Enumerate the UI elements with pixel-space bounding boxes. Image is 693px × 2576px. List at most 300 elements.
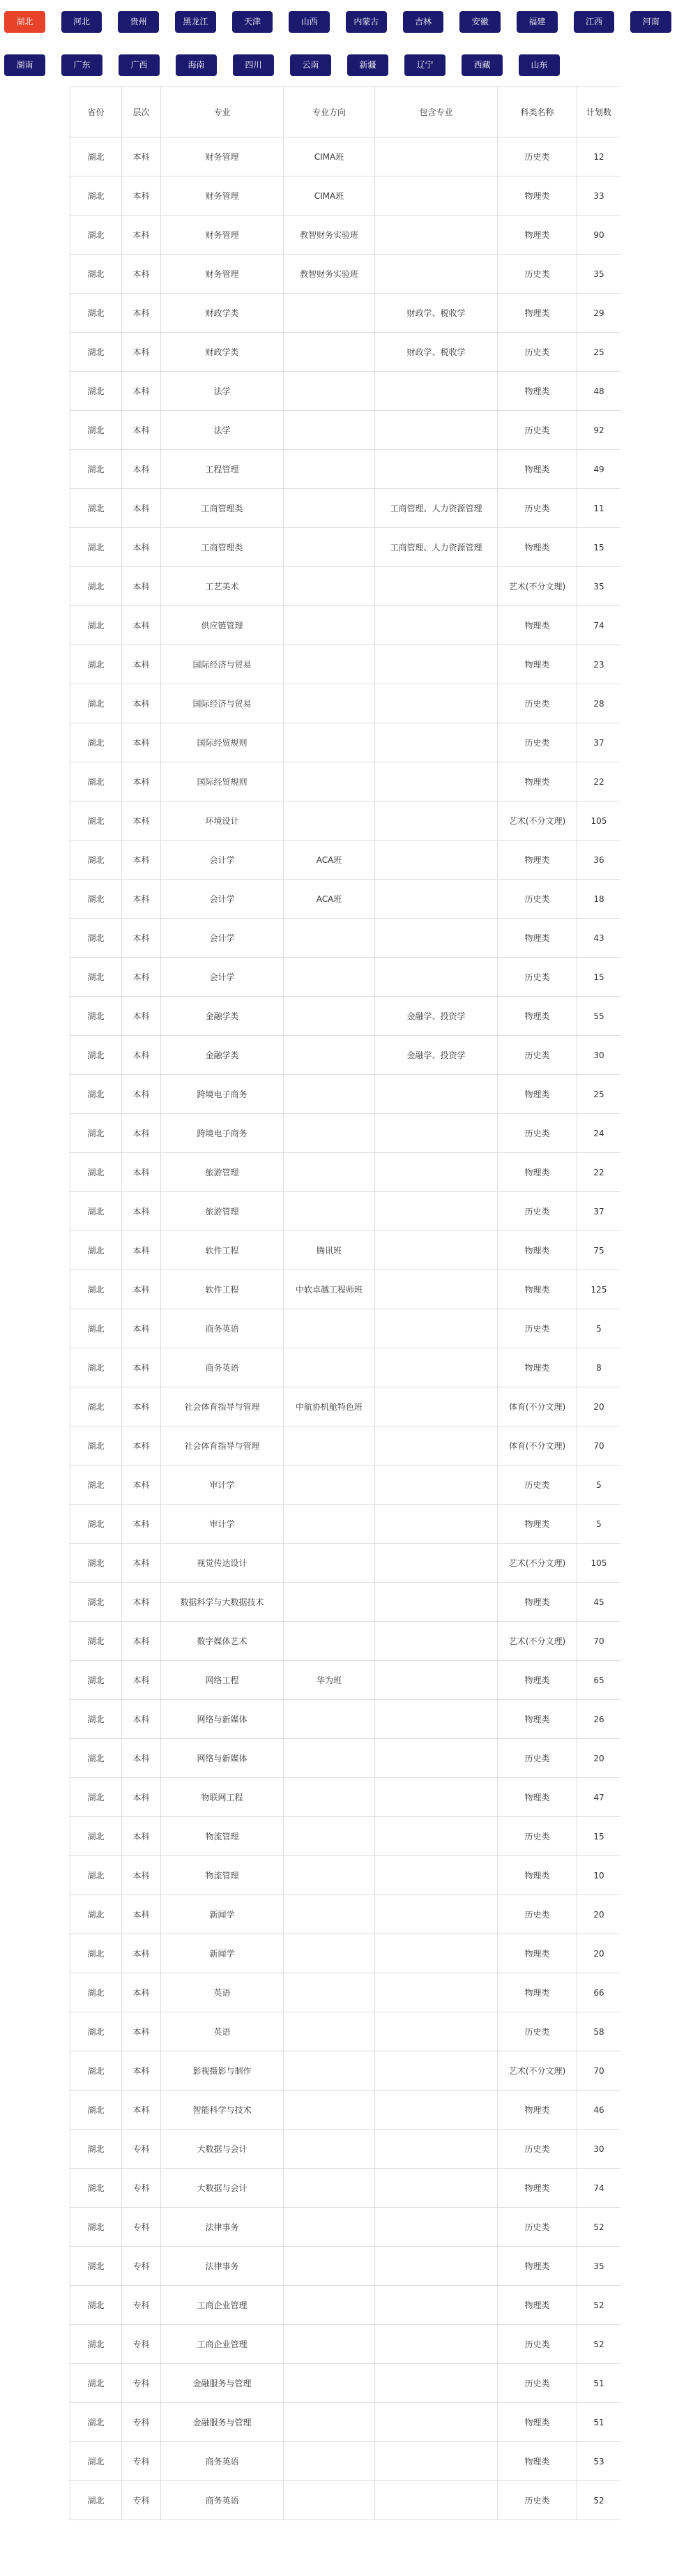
cell-province: 湖北 xyxy=(70,606,122,645)
cell-category: 历史类 xyxy=(498,411,577,450)
cell-province: 湖北 xyxy=(70,255,122,294)
cell-direction xyxy=(284,2247,375,2286)
cell-province: 湖北 xyxy=(70,294,122,333)
province-tab[interactable]: 河南 xyxy=(630,11,671,33)
cell-direction: ACA班 xyxy=(284,841,375,880)
cell-category: 物理类 xyxy=(498,645,577,684)
cell-major: 会计学 xyxy=(161,880,284,919)
cell-plan-count: 65 xyxy=(577,1661,621,1700)
cell-included-majors xyxy=(375,2481,498,2520)
table-row xyxy=(70,1387,621,1426)
cell-level: 本科 xyxy=(122,411,161,450)
cell-level: 本科 xyxy=(122,1309,161,1348)
table-row xyxy=(70,606,621,645)
cell-plan-count: 53 xyxy=(577,2442,621,2481)
cell-category: 历史类 xyxy=(498,2364,577,2403)
cell-plan-count: 35 xyxy=(577,2247,621,2286)
cell-province: 湖北 xyxy=(70,216,122,255)
cell-province: 湖北 xyxy=(70,2208,122,2247)
cell-province: 湖北 xyxy=(70,1231,122,1270)
table-row xyxy=(70,2286,621,2325)
cell-included-majors xyxy=(375,1270,498,1309)
cell-included-majors xyxy=(375,1309,498,1348)
cell-included-majors xyxy=(375,880,498,919)
cell-direction: 华为班 xyxy=(284,1661,375,1700)
cell-province: 湖北 xyxy=(70,411,122,450)
cell-category: 历史类 xyxy=(498,2012,577,2051)
cell-category: 历史类 xyxy=(498,255,577,294)
cell-major: 工商管理类 xyxy=(161,528,284,567)
cell-level: 本科 xyxy=(122,1426,161,1466)
cell-major: 金融学类 xyxy=(161,1036,284,1075)
cell-included-majors xyxy=(375,1231,498,1270)
cell-level: 本科 xyxy=(122,1895,161,1934)
cell-major: 国际经贸规则 xyxy=(161,723,284,762)
cell-province: 湖北 xyxy=(70,1348,122,1387)
table-row xyxy=(70,1856,621,1895)
cell-province: 湖北 xyxy=(70,1544,122,1583)
cell-province: 湖北 xyxy=(70,2169,122,2208)
cell-direction: CIMA班 xyxy=(284,137,375,176)
table-row xyxy=(70,997,621,1036)
cell-major: 法律事务 xyxy=(161,2208,284,2247)
cell-plan-count: 70 xyxy=(577,1426,621,1466)
cell-plan-count: 55 xyxy=(577,997,621,1036)
province-tab[interactable]: 四川 xyxy=(233,54,274,76)
table-row xyxy=(70,1934,621,1973)
cell-direction xyxy=(284,1192,375,1231)
cell-category: 历史类 xyxy=(498,684,577,723)
cell-plan-count: 20 xyxy=(577,1934,621,1973)
cell-major: 新闻学 xyxy=(161,1934,284,1973)
cell-level: 本科 xyxy=(122,2012,161,2051)
province-tab[interactable]: 辽宁 xyxy=(404,54,446,76)
province-tab[interactable]: 新疆 xyxy=(347,54,388,76)
cell-plan-count: 30 xyxy=(577,1036,621,1075)
cell-included-majors xyxy=(375,801,498,841)
cell-province: 湖北 xyxy=(70,880,122,919)
cell-plan-count: 45 xyxy=(577,1583,621,1622)
cell-category: 物理类 xyxy=(498,2442,577,2481)
cell-level: 本科 xyxy=(122,997,161,1036)
cell-category: 物理类 xyxy=(498,1153,577,1192)
cell-level: 本科 xyxy=(122,255,161,294)
cell-level: 本科 xyxy=(122,1036,161,1075)
cell-direction xyxy=(284,1895,375,1934)
table-row xyxy=(70,958,621,997)
cell-category: 艺术(不分文理) xyxy=(498,567,577,606)
cell-province: 湖北 xyxy=(70,723,122,762)
cell-level: 本科 xyxy=(122,1466,161,1505)
cell-plan-count: 125 xyxy=(577,1270,621,1309)
cell-plan-count: 49 xyxy=(577,450,621,489)
table-row xyxy=(70,216,621,255)
table-row xyxy=(70,450,621,489)
cell-level: 本科 xyxy=(122,958,161,997)
cell-category: 历史类 xyxy=(498,2325,577,2364)
cell-plan-count: 15 xyxy=(577,528,621,567)
province-tab[interactable]: 湖北 xyxy=(4,11,45,33)
cell-direction: 腾讯班 xyxy=(284,1231,375,1270)
cell-category: 物理类 xyxy=(498,2169,577,2208)
cell-category: 物理类 xyxy=(498,1700,577,1739)
cell-province: 湖北 xyxy=(70,1192,122,1231)
cell-plan-count: 29 xyxy=(577,294,621,333)
cell-level: 本科 xyxy=(122,176,161,216)
cell-plan-count: 20 xyxy=(577,1739,621,1778)
cell-plan-count: 22 xyxy=(577,762,621,801)
cell-level: 本科 xyxy=(122,1778,161,1817)
cell-level: 本科 xyxy=(122,294,161,333)
cell-direction xyxy=(284,2012,375,2051)
cell-province: 湖北 xyxy=(70,1466,122,1505)
cell-major: 工商管理类 xyxy=(161,489,284,528)
cell-category: 物理类 xyxy=(498,2091,577,2130)
cell-major: 法学 xyxy=(161,372,284,411)
cell-level: 本科 xyxy=(122,1387,161,1426)
cell-included-majors xyxy=(375,1387,498,1426)
cell-province: 湖北 xyxy=(70,645,122,684)
table-row xyxy=(70,2091,621,2130)
cell-level: 本科 xyxy=(122,1544,161,1583)
cell-level: 专科 xyxy=(122,2130,161,2169)
table-row xyxy=(70,1583,621,1622)
cell-included-majors xyxy=(375,1114,498,1153)
cell-level: 本科 xyxy=(122,723,161,762)
cell-level: 本科 xyxy=(122,880,161,919)
cell-direction: 中软卓越工程师班 xyxy=(284,1270,375,1309)
cell-major: 商务英语 xyxy=(161,1309,284,1348)
cell-plan-count: 11 xyxy=(577,489,621,528)
cell-included-majors xyxy=(375,450,498,489)
table-row xyxy=(70,528,621,567)
cell-included-majors xyxy=(375,2442,498,2481)
cell-level: 本科 xyxy=(122,372,161,411)
cell-major: 软件工程 xyxy=(161,1231,284,1270)
province-tab[interactable]: 西藏 xyxy=(462,54,503,76)
cell-category: 艺术(不分文理) xyxy=(498,2051,577,2091)
cell-included-majors xyxy=(375,645,498,684)
province-tab[interactable]: 安徽 xyxy=(459,11,501,33)
cell-level: 本科 xyxy=(122,1661,161,1700)
cell-direction: 教智财务实验班 xyxy=(284,255,375,294)
cell-included-majors xyxy=(375,684,498,723)
table-row xyxy=(70,1973,621,2012)
cell-level: 本科 xyxy=(122,567,161,606)
cell-province: 湖北 xyxy=(70,1075,122,1114)
cell-category: 物理类 xyxy=(498,2286,577,2325)
cell-plan-count: 52 xyxy=(577,2325,621,2364)
cell-major: 财务管理 xyxy=(161,137,284,176)
cell-included-majors xyxy=(375,919,498,958)
cell-included-majors xyxy=(375,1700,498,1739)
cell-level: 本科 xyxy=(122,1505,161,1544)
cell-plan-count: 28 xyxy=(577,684,621,723)
cell-major: 网络与新媒体 xyxy=(161,1739,284,1778)
cell-level: 本科 xyxy=(122,1114,161,1153)
table-row xyxy=(70,1544,621,1583)
cell-category: 物理类 xyxy=(498,1348,577,1387)
cell-province: 湖北 xyxy=(70,333,122,372)
cell-category: 历史类 xyxy=(498,137,577,176)
province-tab[interactable]: 内蒙古 xyxy=(346,11,387,33)
cell-province: 湖北 xyxy=(70,372,122,411)
cell-level: 本科 xyxy=(122,137,161,176)
cell-category: 历史类 xyxy=(498,723,577,762)
cell-major: 软件工程 xyxy=(161,1270,284,1309)
cell-major: 英语 xyxy=(161,2012,284,2051)
cell-included-majors xyxy=(375,1817,498,1856)
cell-major: 网络工程 xyxy=(161,1661,284,1700)
cell-category: 历史类 xyxy=(498,1739,577,1778)
cell-included-majors xyxy=(375,1661,498,1700)
header-category: 科类名称 xyxy=(498,87,577,137)
cell-included-majors xyxy=(375,606,498,645)
cell-major: 会计学 xyxy=(161,958,284,997)
cell-plan-count: 52 xyxy=(577,2481,621,2520)
province-tab[interactable]: 黑龙江 xyxy=(175,11,216,33)
tab-row xyxy=(4,54,687,77)
cell-included-majors xyxy=(375,137,498,176)
cell-included-majors xyxy=(375,1466,498,1505)
cell-major: 金融服务与管理 xyxy=(161,2364,284,2403)
table-row xyxy=(70,2169,621,2208)
province-tab[interactable]: 广西 xyxy=(119,54,160,76)
cell-province: 湖北 xyxy=(70,2403,122,2442)
cell-level: 本科 xyxy=(122,1075,161,1114)
cell-category: 物理类 xyxy=(498,606,577,645)
cell-plan-count: 90 xyxy=(577,216,621,255)
cell-included-majors xyxy=(375,1778,498,1817)
cell-included-majors xyxy=(375,176,498,216)
cell-major: 新闻学 xyxy=(161,1895,284,1934)
cell-included-majors xyxy=(375,1505,498,1544)
header-included-majors: 包含专业 xyxy=(375,87,498,137)
cell-category: 历史类 xyxy=(498,2481,577,2520)
cell-direction xyxy=(284,1114,375,1153)
cell-direction xyxy=(284,2091,375,2130)
cell-level: 本科 xyxy=(122,1973,161,2012)
table-row xyxy=(70,801,621,841)
table-row xyxy=(70,255,621,294)
cell-direction: CIMA班 xyxy=(284,176,375,216)
cell-plan-count: 25 xyxy=(577,1075,621,1114)
province-tab[interactable]: 贵州 xyxy=(118,11,159,33)
cell-level: 本科 xyxy=(122,1270,161,1309)
cell-direction xyxy=(284,1973,375,2012)
table-row xyxy=(70,1075,621,1114)
province-tab[interactable]: 广东 xyxy=(61,54,102,76)
cell-included-majors xyxy=(375,1192,498,1231)
cell-direction xyxy=(284,2325,375,2364)
cell-included-majors: 金融学、投资学 xyxy=(375,1036,498,1075)
cell-major: 旅游管理 xyxy=(161,1153,284,1192)
table-row xyxy=(70,2051,621,2091)
cell-plan-count: 46 xyxy=(577,2091,621,2130)
cell-major: 会计学 xyxy=(161,919,284,958)
cell-direction xyxy=(284,645,375,684)
cell-level: 本科 xyxy=(122,919,161,958)
cell-level: 本科 xyxy=(122,1192,161,1231)
cell-category: 艺术(不分文理) xyxy=(498,1544,577,1583)
cell-direction xyxy=(284,2051,375,2091)
cell-level: 本科 xyxy=(122,841,161,880)
cell-plan-count: 12 xyxy=(577,137,621,176)
cell-province: 湖北 xyxy=(70,2364,122,2403)
province-tab[interactable]: 湖南 xyxy=(4,54,45,76)
cell-direction xyxy=(284,997,375,1036)
cell-major: 商务英语 xyxy=(161,1348,284,1387)
table-row xyxy=(70,2012,621,2051)
cell-direction xyxy=(284,958,375,997)
cell-level: 本科 xyxy=(122,801,161,841)
province-tab[interactable]: 吉林 xyxy=(403,11,444,33)
table-row xyxy=(70,1153,621,1192)
cell-level: 专科 xyxy=(122,2208,161,2247)
province-tab[interactable]: 山西 xyxy=(289,11,330,33)
cell-major: 法律事务 xyxy=(161,2247,284,2286)
cell-category: 物理类 xyxy=(498,176,577,216)
cell-plan-count: 18 xyxy=(577,880,621,919)
cell-plan-count: 20 xyxy=(577,1387,621,1426)
cell-category: 物理类 xyxy=(498,1973,577,2012)
cell-level: 本科 xyxy=(122,1583,161,1622)
cell-major: 跨境电子商务 xyxy=(161,1114,284,1153)
table-row xyxy=(70,372,621,411)
table-row xyxy=(70,1817,621,1856)
cell-plan-count: 22 xyxy=(577,1153,621,1192)
cell-included-majors xyxy=(375,567,498,606)
cell-included-majors xyxy=(375,2364,498,2403)
header-level: 层次 xyxy=(122,87,161,137)
cell-province: 湖北 xyxy=(70,958,122,997)
cell-plan-count: 23 xyxy=(577,645,621,684)
table-row xyxy=(70,2403,621,2442)
cell-major: 物流管理 xyxy=(161,1817,284,1856)
cell-direction xyxy=(284,1075,375,1114)
province-tabs xyxy=(4,11,687,98)
cell-plan-count: 58 xyxy=(577,2012,621,2051)
cell-included-majors xyxy=(375,841,498,880)
cell-category: 历史类 xyxy=(498,958,577,997)
cell-included-majors xyxy=(375,2325,498,2364)
cell-included-majors: 财政学、税收学 xyxy=(375,294,498,333)
cell-direction: ACA班 xyxy=(284,880,375,919)
cell-major: 工商企业管理 xyxy=(161,2286,284,2325)
cell-level: 本科 xyxy=(122,684,161,723)
cell-plan-count: 35 xyxy=(577,255,621,294)
cell-included-majors xyxy=(375,1075,498,1114)
table-row xyxy=(70,2325,621,2364)
cell-direction xyxy=(284,919,375,958)
province-tab[interactable]: 天津 xyxy=(232,11,273,33)
table-row xyxy=(70,1114,621,1153)
table-row xyxy=(70,137,621,176)
table-row xyxy=(70,1622,621,1661)
cell-province: 湖北 xyxy=(70,1778,122,1817)
cell-plan-count: 70 xyxy=(577,1622,621,1661)
cell-category: 体育(不分文理) xyxy=(498,1426,577,1466)
cell-province: 湖北 xyxy=(70,2325,122,2364)
cell-level: 本科 xyxy=(122,216,161,255)
cell-province: 湖北 xyxy=(70,1739,122,1778)
cell-plan-count: 5 xyxy=(577,1466,621,1505)
table-row xyxy=(70,2442,621,2481)
cell-direction xyxy=(284,333,375,372)
enrollment-plan-table xyxy=(70,86,620,2571)
cell-level: 本科 xyxy=(122,1153,161,1192)
province-tab[interactable]: 江西 xyxy=(574,11,615,33)
table-row xyxy=(70,333,621,372)
cell-plan-count: 74 xyxy=(577,2169,621,2208)
cell-province: 湖北 xyxy=(70,1934,122,1973)
cell-category: 物理类 xyxy=(498,919,577,958)
province-tab[interactable]: 河北 xyxy=(61,11,102,33)
cell-category: 历史类 xyxy=(498,1036,577,1075)
cell-plan-count: 15 xyxy=(577,1817,621,1856)
cell-included-majors xyxy=(375,958,498,997)
cell-major: 商务英语 xyxy=(161,2442,284,2481)
cell-level: 本科 xyxy=(122,528,161,567)
cell-included-majors xyxy=(375,216,498,255)
cell-category: 物理类 xyxy=(498,372,577,411)
cell-province: 湖北 xyxy=(70,1387,122,1426)
cell-category: 艺术(不分文理) xyxy=(498,801,577,841)
cell-category: 历史类 xyxy=(498,1192,577,1231)
cell-category: 物理类 xyxy=(498,1778,577,1817)
cell-plan-count: 10 xyxy=(577,1856,621,1895)
cell-direction xyxy=(284,1934,375,1973)
cell-category: 物理类 xyxy=(498,528,577,567)
cell-level: 本科 xyxy=(122,2051,161,2091)
cell-included-majors xyxy=(375,2208,498,2247)
cell-direction xyxy=(284,2442,375,2481)
table-row xyxy=(70,880,621,919)
cell-major: 商务英语 xyxy=(161,2481,284,2520)
cell-category: 物理类 xyxy=(498,1231,577,1270)
cell-included-majors xyxy=(375,1739,498,1778)
province-tab[interactable]: 云南 xyxy=(290,54,331,76)
cell-direction xyxy=(284,1426,375,1466)
cell-direction xyxy=(284,1739,375,1778)
cell-level: 专科 xyxy=(122,2325,161,2364)
cell-major: 大数据与会计 xyxy=(161,2130,284,2169)
cell-category: 物理类 xyxy=(498,762,577,801)
cell-level: 专科 xyxy=(122,2286,161,2325)
table-row xyxy=(70,1192,621,1231)
table-row xyxy=(70,762,621,801)
cell-major: 工艺美术 xyxy=(161,567,284,606)
cell-direction xyxy=(284,1583,375,1622)
province-tab[interactable]: 福建 xyxy=(517,11,558,33)
table-row xyxy=(70,489,621,528)
cell-plan-count: 26 xyxy=(577,1700,621,1739)
cell-major: 英语 xyxy=(161,1973,284,2012)
cell-major: 数字媒体艺术 xyxy=(161,1622,284,1661)
cell-included-majors xyxy=(375,1856,498,1895)
cell-province: 湖北 xyxy=(70,762,122,801)
province-tab[interactable]: 山东 xyxy=(519,54,560,76)
cell-direction xyxy=(284,606,375,645)
cell-province: 湖北 xyxy=(70,1817,122,1856)
cell-included-majors xyxy=(375,1895,498,1934)
table-row xyxy=(70,2130,621,2169)
table-row xyxy=(70,1739,621,1778)
cell-direction xyxy=(284,567,375,606)
table-row xyxy=(70,919,621,958)
table-row xyxy=(70,567,621,606)
province-tab[interactable]: 海南 xyxy=(176,54,217,76)
